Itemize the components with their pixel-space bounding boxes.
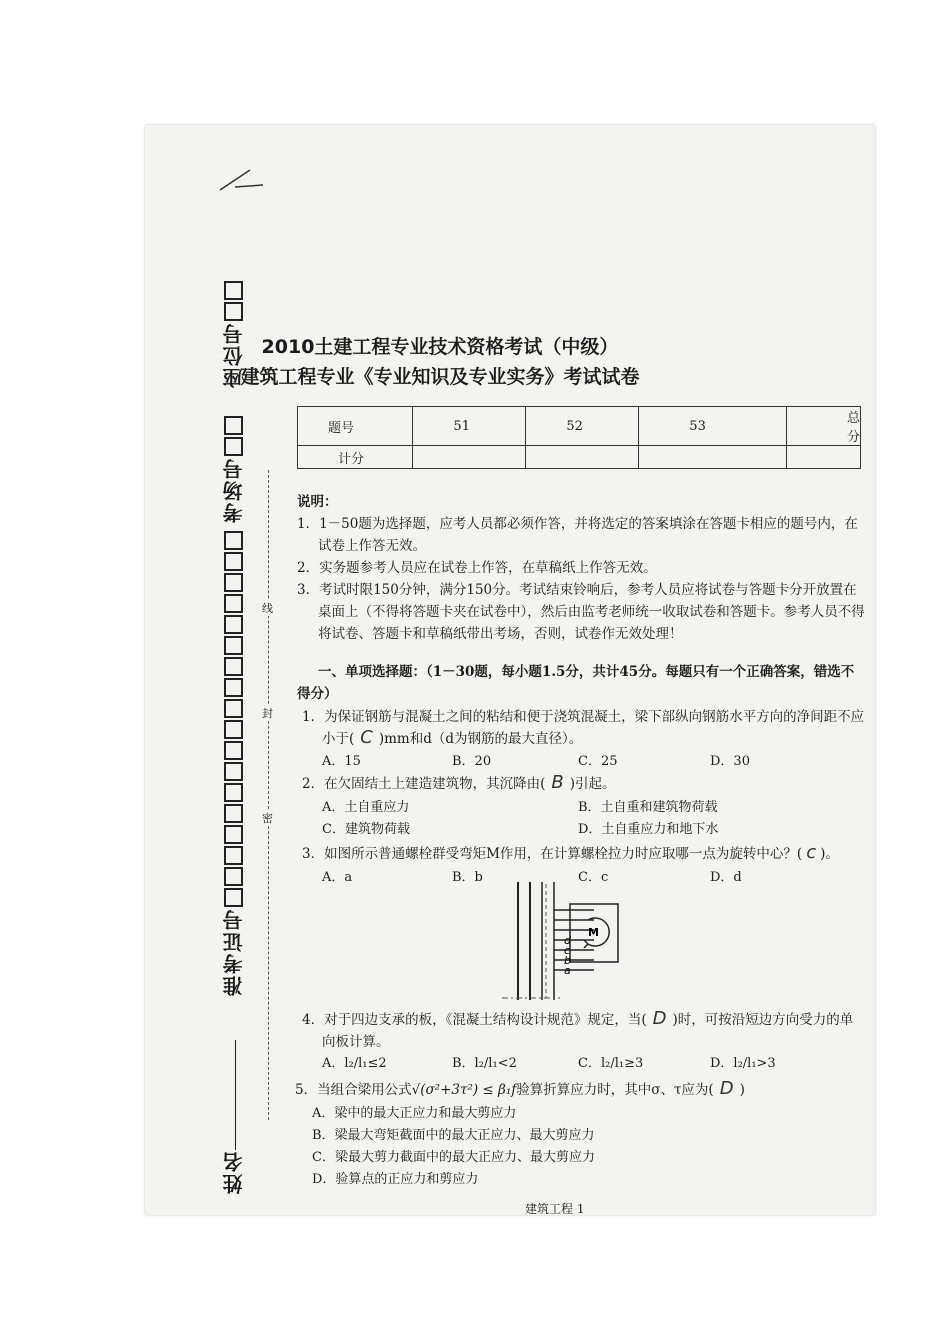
q2-option-d[interactable]: D．土自重应力和地下水 (578, 822, 719, 837)
q4-option-b[interactable]: B．l₂/l₁<2 (452, 1056, 517, 1071)
q1-stem: 1．为保证钢筋与混凝土之间的粘结和便于浇筑混凝土，梁下部纵向钢筋水平方向的净间距不应 (302, 709, 865, 725)
q3-text: )。 (820, 846, 839, 862)
q1-option-c[interactable]: C．25 (578, 754, 618, 769)
seal-char-secret: 密 (262, 812, 273, 825)
seal-char-seal: 封 (262, 707, 273, 720)
instruction-line: 3．考试时限150分钟，满分150分。考试结束铃响后，参考人员应将试卷与答题卡分开放置在 (297, 582, 857, 598)
score-cell[interactable] (786, 446, 860, 469)
seat-boxes (222, 280, 246, 322)
admit-label: 准考证号 (222, 908, 246, 996)
name-label: 姓名 (222, 1150, 246, 1194)
instruction-line: 1．1－50题为选择题，应考人员都必须作答，并将选定的答案填涂在答题卡相应的题号内，在 (297, 516, 858, 532)
instructions-heading: 说明： (297, 494, 338, 510)
figure-label-b: b (564, 954, 571, 967)
room-boxes (222, 415, 246, 457)
instruction-line: 将试卷、答题卡和草稿纸带出考场，否则，试卷作无效处理！ (318, 626, 683, 642)
name-underline (236, 1040, 237, 1150)
seal-char-line: 线 (262, 602, 273, 615)
q2-stem (302, 772, 616, 793)
score-cell[interactable] (413, 446, 526, 469)
instruction-line: 2．实务题参考人员应在试卷上作答，在草稿纸上作答无效。 (297, 560, 657, 576)
score-value-row (298, 446, 861, 469)
q2-answer[interactable]: B (551, 772, 564, 793)
q5-stem (295, 1078, 745, 1099)
figure-label-a: a (564, 964, 571, 977)
q5-option-c[interactable]: C．梁最大剪力截面中的最大正应力、最大剪应力 (312, 1150, 595, 1165)
admit-boxes (222, 530, 246, 908)
score-cell[interactable] (526, 446, 639, 469)
q3-stem (302, 842, 839, 863)
q5-text: ) (739, 1082, 745, 1098)
q4-stem-cont: 向板计算。 (322, 1034, 390, 1050)
q4-option-d[interactable]: D．l₂/l₁>3 (710, 1056, 776, 1071)
q5-option-b[interactable]: B．梁最大弯矩截面中的最大正应力、最大剪应力 (312, 1128, 595, 1143)
instruction-line: 桌面上（不得将答题卡夹在试卷中），然后由监考老师统一收取试卷和答题卡。参考人员不得 (318, 604, 865, 620)
q2-option-a[interactable]: A．土自重应力 (322, 800, 410, 815)
admission-number-field[interactable] (219, 530, 248, 996)
q2-text: 2．在欠固结土上建造建筑物，其沉降由( (302, 776, 546, 792)
q1-option-d[interactable]: D．30 (710, 754, 750, 769)
score-header-row (298, 407, 861, 446)
q1-text: 小于( (322, 731, 355, 747)
q1-answer[interactable]: C (360, 727, 373, 748)
q5-text: 5．当组合梁用公式 (295, 1082, 412, 1098)
pen-mark-icon (215, 165, 265, 195)
q2-option-b[interactable]: B．土自重和建筑物荷载 (578, 800, 718, 815)
name-field[interactable] (219, 1040, 248, 1194)
q2-text: )引起。 (569, 776, 616, 792)
section-heading-cont: 得分） (297, 686, 338, 702)
q3-option-c[interactable]: C．c (578, 870, 609, 885)
q1-stem-cont (322, 727, 582, 748)
q5-answer[interactable]: D (719, 1078, 734, 1099)
q5-text: 验算折算应力时，其中σ、τ应为( (516, 1082, 714, 1098)
q3-option-a[interactable]: A．a (322, 870, 353, 885)
q3-option-d[interactable]: D．d (710, 870, 742, 885)
room-number-field[interactable] (219, 415, 248, 523)
q5-formula: √(σ²+3τ²) ≤ β₁f (411, 1082, 517, 1098)
q1-option-b[interactable]: B．20 (452, 754, 492, 769)
instruction-line: 试卷上作答无效。 (318, 538, 426, 554)
q1-option-a[interactable]: A．15 (322, 754, 361, 769)
q3-text: 3．如图所示普通螺栓群受弯矩M作用，在计算螺栓拉力时应取哪一点为旋转中心？( (302, 846, 803, 862)
room-label: 考场号 (222, 457, 246, 523)
q4-option-a[interactable]: A．l₂/l₁≤2 (322, 1056, 387, 1071)
q4-option-c[interactable]: C．l₂/l₁≥3 (578, 1056, 644, 1071)
figure-label-moment: M (588, 926, 599, 939)
score-header-cell: 题号 (298, 407, 413, 446)
score-row-label: 计分 (298, 446, 413, 469)
q4-answer[interactable]: D (652, 1008, 667, 1029)
q4-text: 4．对于四边支承的板，《混凝土结构设计规范》规定，当( (302, 1012, 647, 1028)
figure-label-d: d (564, 934, 571, 947)
q5-option-a[interactable]: A．梁中的最大正应力和最大剪应力 (312, 1106, 517, 1121)
score-header-cell: 52 (526, 407, 639, 446)
q2-option-c[interactable]: C．建筑物荷载 (322, 822, 410, 837)
bolt-group-figure (500, 882, 630, 1004)
q4-text: )时，可按沿短边方向受力的单 (672, 1012, 854, 1028)
score-header-cell: 总分 (786, 407, 860, 446)
q3-option-b[interactable]: B．b (452, 870, 483, 885)
exam-subtitle: 建筑工程专业《专业知识及专业实务》考试试卷 (240, 366, 640, 388)
score-header-cell: 53 (639, 407, 787, 446)
seal-line (268, 470, 269, 1120)
page-footer: 建筑工程 1 (525, 1202, 585, 1216)
q5-option-d[interactable]: D．验算点的正应力和剪应力 (312, 1172, 479, 1187)
q1-text: )mm和d（d为钢筋的最大直径）。 (378, 731, 583, 747)
score-header-cell: 51 (413, 407, 526, 446)
section-heading: 一、单项选择题：（1－30题，每小题1.5分，共计45分。每题只有一个正确答案，错选不 (318, 664, 855, 680)
q4-stem (302, 1008, 853, 1029)
q3-answer[interactable]: c (806, 842, 817, 863)
score-table (297, 406, 861, 469)
exam-title: 2010土建工程专业技术资格考试（中级） (261, 336, 619, 358)
score-cell[interactable] (639, 446, 787, 469)
seat-label: 座位号 (222, 322, 246, 388)
figure-label-c: c (564, 944, 571, 957)
